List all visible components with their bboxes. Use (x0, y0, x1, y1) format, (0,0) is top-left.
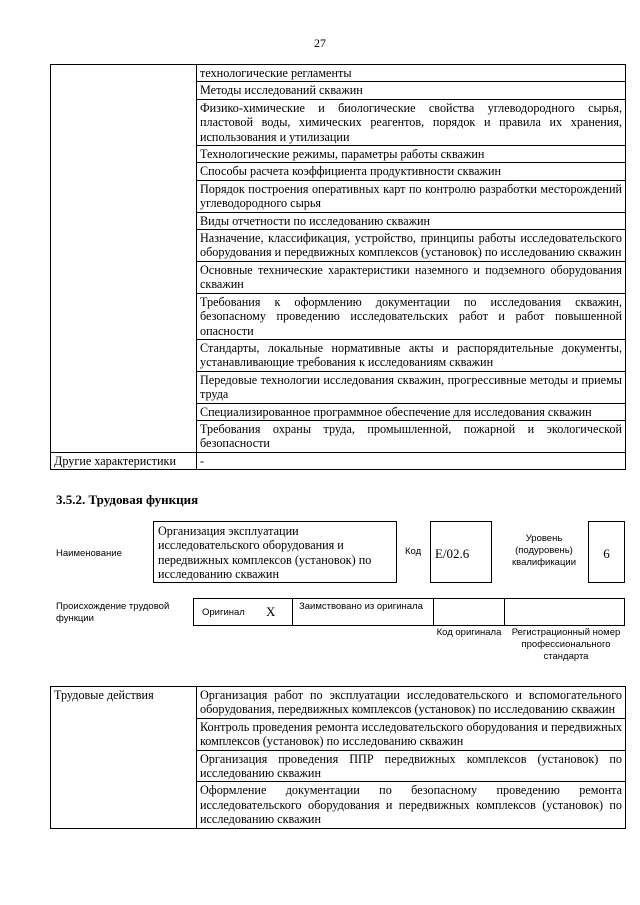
knowledge-item: Методы исследований скважин (197, 82, 626, 99)
knowledge-item: Основные технические характеристики наземного и подземного оборудования скважин (197, 261, 626, 293)
original-cell (193, 598, 293, 626)
knowledge-item: Назначение, классификация, устройство, принципы работы исследовательского оборудования и передвижных комплексов (установок) по исследованию скважин (197, 230, 626, 262)
actions-label: Трудовые действия (51, 687, 197, 829)
function-name-box: Организация эксплуатации исследовательского оборудования и передвижных комплексов (установок) по исследованию скважин (153, 521, 397, 583)
reg-number-cell (504, 598, 625, 626)
page-number: 27 (314, 36, 326, 50)
action-item: Оформление документации по безопасному проведению ремонта исследовательского оборудования и передвижных комплексов (установок) по исследованию скважин (197, 782, 626, 828)
knowledge-item: Специализированное программное обеспечение для исследования скважин (197, 403, 626, 420)
knowledge-item: Способы расчета коэффициента продуктивности скважин (197, 163, 626, 180)
original-mark: X (266, 604, 276, 619)
name-label: Наименование (56, 548, 122, 559)
code-label: Код (405, 546, 422, 557)
action-item: Организация работ по эксплуатации исследовательского и вспомогательного оборудования, передвижных комплексов (установок) по исследованию скважин (197, 687, 626, 719)
level-value-box: 6 (588, 521, 625, 583)
knowledge-item: Передовые технологии исследования скважин, прогрессивные методы и приемы труда (197, 371, 626, 403)
actions-table (50, 686, 626, 829)
knowledge-label-cell (51, 65, 197, 453)
knowledge-item: Требования к оформлению документации по исследования скважин, безопасному проведению исследовательских работ и работ повышенной опасности (197, 293, 626, 339)
action-row (51, 687, 626, 719)
action-item: Организация проведения ППР передвижных комплексов (установок) по исследованию скважин (197, 750, 626, 782)
knowledge-row (51, 65, 626, 82)
other-label: Другие характеристики (51, 452, 197, 469)
original-label: Оригинал (202, 607, 245, 618)
knowledge-item: Технологические режимы, параметры работы скважин (197, 146, 626, 163)
borrowed-cell (292, 598, 434, 626)
knowledge-item: технологические регламенты (197, 65, 626, 82)
other-row (51, 452, 626, 469)
reg-number-caption: Регистрационный номер профессионального стандарта (511, 627, 621, 662)
code-original-caption: Код оригинала (436, 627, 502, 638)
other-value: - (197, 452, 626, 469)
knowledge-item: Стандарты, локальные нормативные акты и распорядительные документы, устанавливающие требования к исследованиям скважин (197, 339, 626, 371)
knowledge-item: Требования охраны труда, промышленной, пожарной и экологической безопасности (197, 420, 626, 452)
knowledge-table (50, 64, 626, 470)
knowledge-item: Физико-химические и биологические свойства углеводородного сырья, пластовой воды, химических реагентов, порядок и правила их хранения, использования и утилизации (197, 99, 626, 145)
knowledge-item: Порядок построения оперативных карт по контролю разработки месторождений углеводородного сырья (197, 180, 626, 212)
borrowed-label: Заимствовано из оригинала (299, 601, 423, 612)
section-heading: 3.5.2. Трудовая функция (56, 492, 199, 507)
code-original-cell (433, 598, 505, 626)
origin-label: Происхождение трудовой функции (56, 601, 170, 624)
level-label: Уровень (подуровень) квалификации (511, 533, 577, 568)
function-code-box: E/02.6 (430, 521, 492, 583)
action-item: Контроль проведения ремонта исследовательского оборудования и передвижных комплексов (установок) по исследованию скважин (197, 718, 626, 750)
knowledge-item: Виды отчетности по исследованию скважин (197, 212, 626, 229)
